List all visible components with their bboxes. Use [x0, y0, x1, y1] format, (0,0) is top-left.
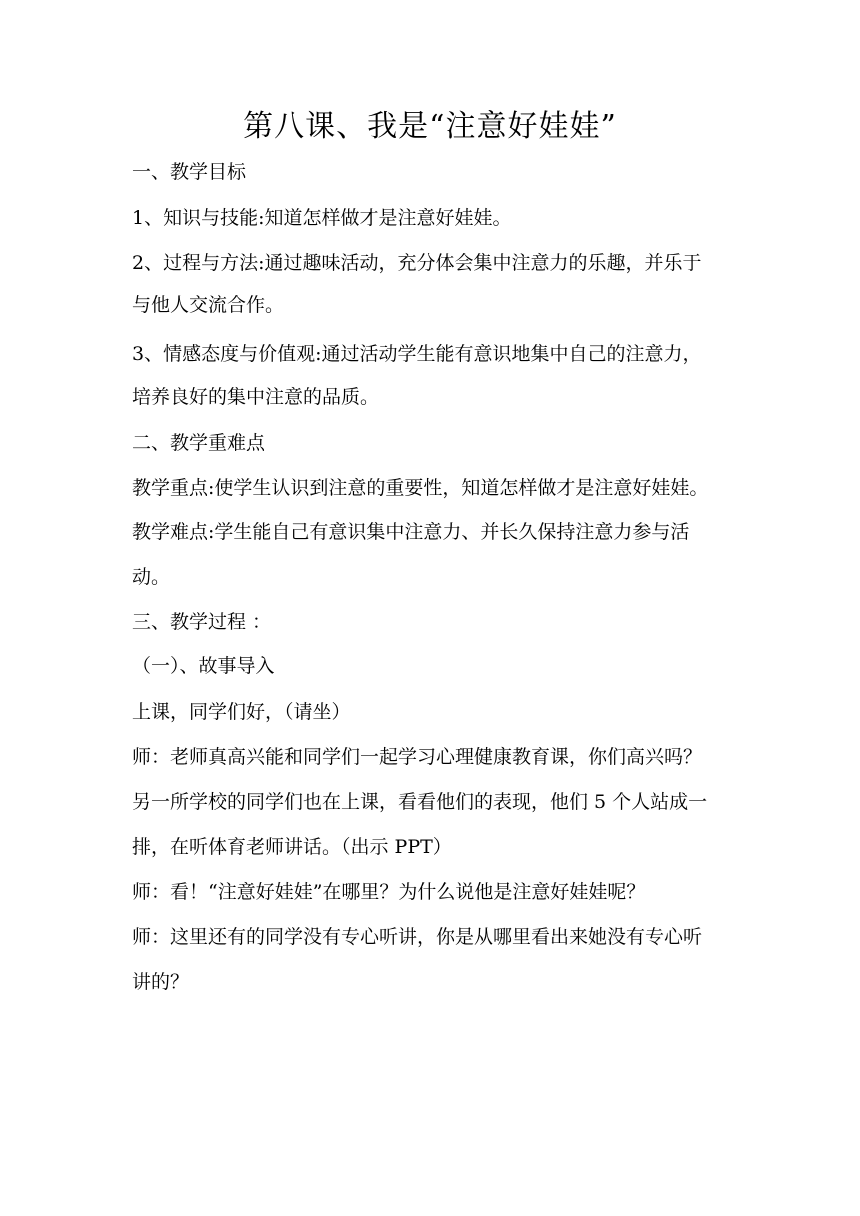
objective-attitude: 3、情感态度与价值观:通过活动学生能有意识地集中自己的注意力，: [132, 343, 702, 365]
objective-knowledge: 1、知识与技能:知道怎样做才是注意好娃娃。: [132, 207, 512, 229]
lesson-title: 第八课、我是“注意好娃娃”: [243, 109, 617, 144]
difficult-point: 教学难点:学生能自己有意识集中注意力、并长久保持注意力参与活: [132, 521, 690, 543]
section-heading-keypoints: 二、教学重难点: [132, 432, 266, 454]
objective-attitude-cont: 培养良好的集中注意的品质。: [132, 386, 380, 408]
objective-process-cont: 与他人交流合作。: [132, 294, 285, 316]
section-heading-objectives: 一、教学目标: [132, 161, 247, 183]
paragraph-teacher-3-cont: 讲的？: [132, 971, 190, 993]
paragraph-greeting: 上课，同学们好，（请坐）: [132, 701, 351, 723]
paragraph-teacher-2: 师：看！“注意好娃娃”在哪里？为什么说他是注意好娃娃呢？: [132, 881, 646, 903]
key-point: 教学重点:使学生认识到注意的重要性，知道怎样做才是注意好娃娃。: [132, 477, 709, 499]
paragraph-teacher-3: 师：这里还有的同学没有专心听讲，你是从哪里看出来她没有专心听: [132, 926, 703, 948]
paragraph-other-school: 另一所学校的同学们也在上课，看看他们的表现，他们 5 个人站成一: [132, 791, 708, 813]
subsection-story-intro: （一）、故事导入: [132, 655, 275, 677]
objective-process: 2、过程与方法:通过趣味活动，充分体会集中注意力的乐趣，并乐于: [132, 252, 702, 274]
paragraph-teacher-1: 师：老师真高兴能和同学们一起学习心理健康教育课，你们高兴吗？: [132, 746, 703, 768]
difficult-point-cont: 动。: [132, 566, 171, 588]
paragraph-other-school-cont: 排，在听体育老师讲话。（出示 PPT）: [132, 836, 452, 858]
section-heading-process: 三、教学过程 ：: [132, 611, 272, 633]
